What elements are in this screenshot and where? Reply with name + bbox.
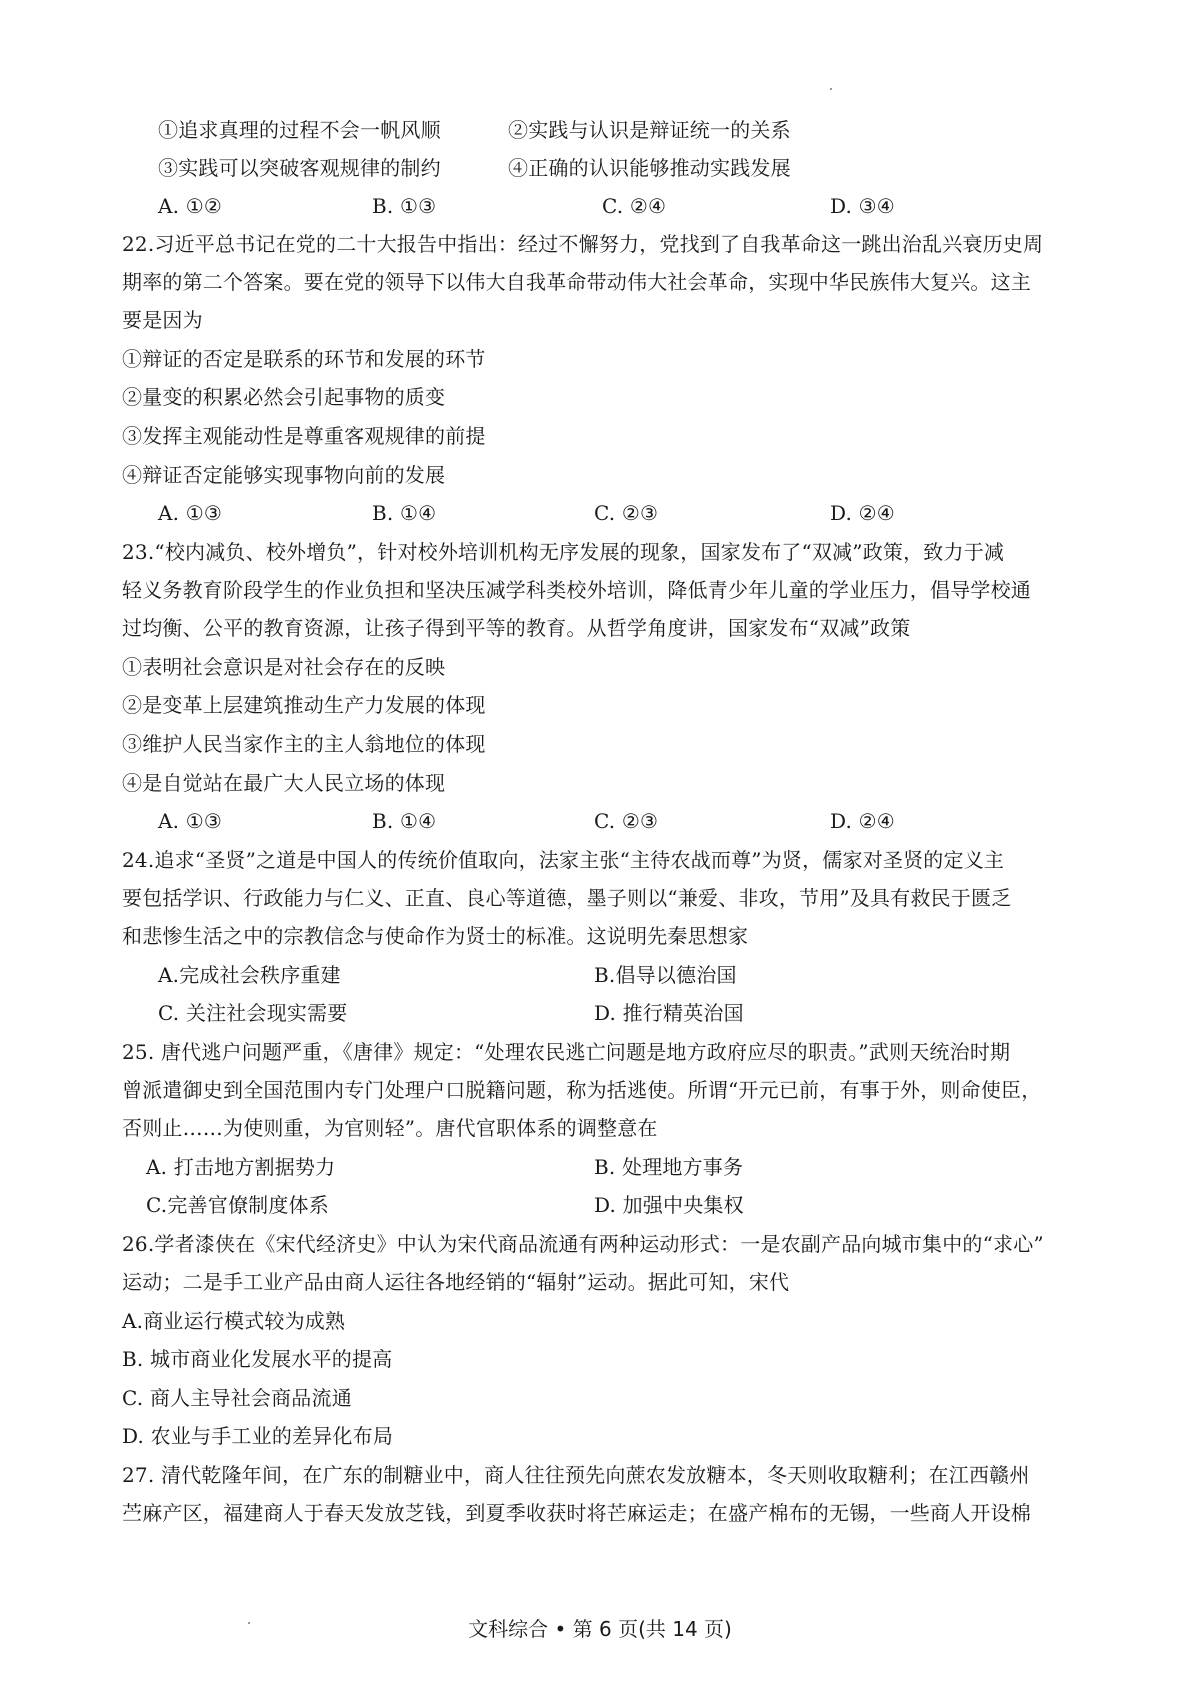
q21-option-b: B. ①③ (372, 194, 437, 218)
q22-option-a: A. ①③ (158, 501, 223, 525)
q22-statement-3: ③发挥主观能动性是尊重客观规律的前提 (122, 424, 486, 448)
q23-option-c: C. ②③ (594, 809, 659, 833)
q21-statement-1: ①追求真理的过程不会一帆风顺 (158, 118, 441, 142)
q23-statement-3: ③维护人民当家作主的主人翁地位的体现 (122, 732, 486, 756)
q25-option-d: D. 加强中央集权 (594, 1193, 744, 1217)
q26-option-c: C. 商人主导社会商品流通 (122, 1386, 352, 1410)
q24-option-c: C. 关注社会现实需要 (158, 1001, 348, 1025)
q25-option-b: B. 处理地方事务 (594, 1155, 744, 1179)
q24-stem-line-1: 24.追求“圣贤”之道是中国人的传统价值取向，法家主张“主待农战而尊”为贤，儒家对圣贤的定义主 (122, 848, 1005, 872)
q26-option-b: B. 城市商业化发展水平的提高 (122, 1347, 393, 1371)
q23-stem-line-3: 过均衡、公平的教育资源，让孩子得到平等的教育。从哲学角度讲，国家发布“双减”政策 (122, 616, 911, 640)
q23-option-b: B. ①④ (372, 809, 437, 833)
q21-option-d: D. ③④ (830, 194, 895, 218)
q23-stem-line-1: 23.“校内减负、校外增负”，针对校外培训机构无序发展的现象，国家发布了“双减”政策，致力于减 (122, 540, 1005, 564)
q27-stem-line-1: 27. 清代乾隆年间，在广东的制糖业中，商人往往预先向蔗农发放糖本，冬天则收取糖利；在江西赣州 (122, 1463, 1030, 1487)
q26-option-a: A.商业运行模式较为成熟 (122, 1309, 346, 1333)
q23-stem-line-2: 轻义务教育阶段学生的作业负担和坚决压减学科类校外培训，降低青少年儿童的学业压力，倡导学校通 (122, 578, 1031, 602)
q24-option-d: D. 推行精英治国 (594, 1001, 744, 1025)
q23-statement-4: ④是自觉站在最广大人民立场的体现 (122, 771, 446, 795)
q23-option-a: A. ①③ (158, 809, 223, 833)
q24-stem-line-2: 要包括学识、行政能力与仁义、正直、良心等道德，墨子则以“兼爱、非攻，节用”及具有救民于匮乏 (122, 886, 1012, 910)
q21-statement-2: ②实践与认识是辩证统一的关系 (508, 118, 791, 142)
q21-option-a: A. ①② (158, 194, 223, 218)
q26-stem-line-2: 运动；二是手工业产品由商人运往各地经销的“辐射”运动。据此可知，宋代 (122, 1270, 790, 1294)
q24-option-a: A.完成社会秩序重建 (158, 963, 341, 987)
q27-stem-line-2: 苎麻产区，福建商人于春天发放芝钱，到夏季收获时将芒麻运走；在盛产棉布的无锡，一些商人开设棉 (122, 1501, 1031, 1525)
q22-stem-line-2: 期率的第二个答案。要在党的领导下以伟大自我革命带动伟大社会革命，实现中华民族伟大复兴。这主 (122, 270, 1031, 294)
q26-stem-line-1: 26.学者漆侠在《宋代经济史》中认为宋代商品流通有两种运动形式：一是农副产品向城市集中的“求心” (122, 1232, 1044, 1256)
q21-option-c: C. ②④ (602, 194, 667, 218)
q21-statement-3: ③实践可以突破客观规律的制约 (158, 156, 441, 180)
q22-stem-line-3: 要是因为 (122, 308, 203, 332)
page-footer: 文科综合 • 第 6 页(共 14 页) (468, 1617, 732, 1641)
q23-statement-1: ①表明社会意识是对社会存在的反映 (122, 655, 446, 679)
q24-option-b: B.倡导以德治国 (594, 963, 737, 987)
q25-option-c: C.完善官僚制度体系 (146, 1193, 329, 1217)
q23-option-d: D. ②④ (830, 809, 895, 833)
q25-stem-line-1: 25. 唐代逃户问题严重，《唐律》规定：“处理农民逃亡问题是地方政府应尽的职责。”武则天统治时期 (122, 1040, 1011, 1064)
q23-statement-2: ②是变革上层建筑推动生产力发展的体现 (122, 693, 486, 717)
q22-statement-2: ②量变的积累必然会引起事物的质变 (122, 385, 446, 409)
q22-option-c: C. ②③ (594, 501, 659, 525)
q22-stem-line-1: 22.习近平总书记在党的二十大报告中指出：经过不懈努力，党找到了自我革命这一跳出治乱兴衰历史周 (122, 232, 1044, 256)
scan-speck (830, 88, 832, 90)
q22-statement-4: ④辩证否定能够实现事物向前的发展 (122, 463, 446, 487)
q22-option-b: B. ①④ (372, 501, 437, 525)
q25-stem-line-3: 否则止……为使则重，为官则轻”。唐代官职体系的调整意在 (122, 1116, 658, 1140)
q22-option-d: D. ②④ (830, 501, 895, 525)
q26-option-d: D. 农业与手工业的差异化布局 (122, 1424, 394, 1448)
q25-option-a: A. 打击地方割据势力 (146, 1155, 336, 1179)
q22-statement-1: ①辩证的否定是联系的环节和发展的环节 (122, 347, 486, 371)
q24-stem-line-3: 和悲惨生活之中的宗教信念与使命作为贤士的标准。这说明先秦思想家 (122, 924, 749, 948)
q25-stem-line-2: 曾派遣御史到全国范围内专门处理户口脱籍问题，称为括逃使。所谓“开元已前，有事于外，则命使臣， (122, 1078, 1042, 1102)
q21-statement-4: ④正确的认识能够推动实践发展 (508, 156, 791, 180)
